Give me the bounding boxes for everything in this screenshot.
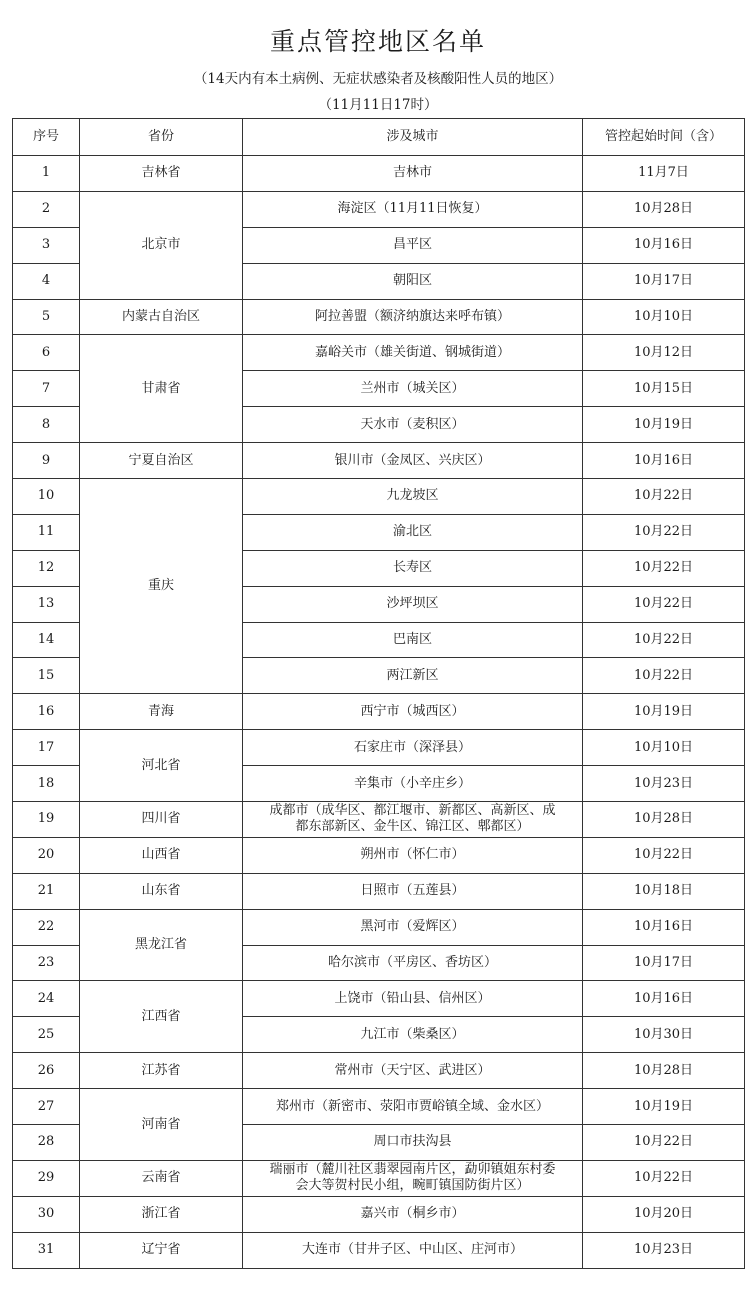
cell-province: 云南省: [80, 1160, 243, 1196]
cell-city: 西宁市（城西区）: [243, 694, 583, 730]
cell-province: 宁夏自治区: [80, 443, 243, 479]
cell-date: 10月18日: [583, 873, 745, 909]
cell-date: 10月19日: [583, 1089, 745, 1125]
cell-province: 内蒙古自治区: [80, 299, 243, 335]
cell-date: 10月22日: [583, 658, 745, 694]
cell-serial: 28: [13, 1125, 80, 1161]
cell-serial: 31: [13, 1232, 80, 1268]
table-row: [13, 1232, 745, 1268]
cell-province: 重庆: [80, 479, 243, 694]
cell-date: 11月7日: [583, 156, 745, 192]
cell-province: 江苏省: [80, 1053, 243, 1089]
cell-province: 江西省: [80, 981, 243, 1053]
cell-date: 10月30日: [583, 1017, 745, 1053]
table-row: [13, 443, 745, 479]
update-time: （11月11日17时）: [318, 97, 438, 113]
cell-serial: 13: [13, 586, 80, 622]
page-title: 重点管控地区名单: [269, 27, 486, 56]
cell-city: 嘉兴市（桐乡市）: [243, 1196, 583, 1232]
cell-city: 长寿区: [243, 550, 583, 586]
cell-city: 上饶市（铅山县、信州区）: [243, 981, 583, 1017]
cell-serial: 22: [13, 909, 80, 945]
cell-serial: 18: [13, 766, 80, 802]
cell-city: 朔州市（怀仁市）: [243, 837, 583, 873]
table-row: [13, 1089, 745, 1125]
cell-province: 黑龙江省: [80, 909, 243, 981]
header-serial: 序号: [13, 119, 80, 156]
cell-serial: 10: [13, 479, 80, 515]
cell-date: 10月28日: [583, 802, 745, 838]
cell-serial: 6: [13, 335, 80, 371]
cell-province: 北京市: [80, 191, 243, 299]
table-row: [13, 981, 745, 1017]
table-row: [13, 837, 745, 873]
cell-serial: 17: [13, 730, 80, 766]
cell-date: 10月16日: [583, 981, 745, 1017]
cell-date: 10月12日: [583, 335, 745, 371]
cell-serial: 5: [13, 299, 80, 335]
cell-date: 10月28日: [583, 1053, 745, 1089]
table-row: [13, 156, 745, 192]
cell-date: 10月17日: [583, 945, 745, 981]
cell-date: 10月10日: [583, 730, 745, 766]
cell-date: 10月23日: [583, 1232, 745, 1268]
cell-date: 10月22日: [583, 1160, 745, 1196]
control-area-table: [12, 118, 745, 1269]
cell-city: 周口市扶沟县: [243, 1125, 583, 1161]
cell-date: 10月19日: [583, 694, 745, 730]
table-row: [13, 191, 745, 227]
cell-city: 九龙坡区: [243, 479, 583, 515]
cell-date: 10月16日: [583, 227, 745, 263]
cell-city: 兰州市（城关区）: [243, 371, 583, 407]
cell-date: 10月22日: [583, 586, 745, 622]
cell-serial: 3: [13, 227, 80, 263]
table-row: [13, 299, 745, 335]
cell-city: 沙坪坝区: [243, 586, 583, 622]
cell-province: 河北省: [80, 730, 243, 802]
cell-city-line: 瑞丽市（麓川社区翡翠园南片区，勐卯镇姐东村委: [269, 1162, 556, 1178]
cell-city: 银川市（金凤区、兴庆区）: [243, 443, 583, 479]
cell-city: 吉林市: [243, 156, 583, 192]
cell-date: 10月16日: [583, 443, 745, 479]
cell-city-line: 成都市（成华区、都江堰市、新都区、高新区、成: [269, 803, 556, 819]
cell-province: 吉林省: [80, 156, 243, 192]
cell-serial: 29: [13, 1160, 80, 1196]
cell-province: 山东省: [80, 873, 243, 909]
header-start-date: 管控起始时间（含）: [583, 119, 745, 156]
cell-city-line: 都东部新区、金牛区、锦江区、郫都区）: [295, 819, 530, 835]
cell-province: 四川省: [80, 802, 243, 838]
cell-serial: 4: [13, 263, 80, 299]
header-city: 涉及城市: [243, 119, 583, 156]
cell-serial: 11: [13, 514, 80, 550]
cell-serial: 21: [13, 873, 80, 909]
cell-city: 辛集市（小辛庄乡）: [243, 766, 583, 802]
cell-province: 河南省: [80, 1089, 243, 1161]
table-row: [13, 802, 745, 838]
table-row: [13, 730, 745, 766]
page-subtitle: （14天内有本土病例、无症状感染者及核酸阳性人员的地区）: [193, 71, 563, 87]
cell-city: 昌平区: [243, 227, 583, 263]
cell-city: 哈尔滨市（平房区、香坊区）: [243, 945, 583, 981]
cell-date: 10月28日: [583, 191, 745, 227]
cell-serial: 27: [13, 1089, 80, 1125]
cell-date: 10月10日: [583, 299, 745, 335]
cell-city: 郑州市（新密市、荥阳市贾峪镇全域、金水区）: [243, 1089, 583, 1125]
cell-city-line: 会大等贺村民小组，畹町镇国防街片区）: [295, 1178, 530, 1194]
cell-serial: 8: [13, 407, 80, 443]
cell-serial: 7: [13, 371, 80, 407]
cell-province: 山西省: [80, 837, 243, 873]
cell-serial: 1: [13, 156, 80, 192]
cell-date: 10月23日: [583, 766, 745, 802]
cell-serial: 9: [13, 443, 80, 479]
cell-date: 10月22日: [583, 550, 745, 586]
cell-city: 黑河市（爱辉区）: [243, 909, 583, 945]
cell-serial: 24: [13, 981, 80, 1017]
cell-city: 阿拉善盟（额济纳旗达来呼布镇）: [243, 299, 583, 335]
cell-city: 巴南区: [243, 622, 583, 658]
cell-date: 10月22日: [583, 622, 745, 658]
cell-date: 10月22日: [583, 837, 745, 873]
table-row: [13, 694, 745, 730]
cell-province: 浙江省: [80, 1196, 243, 1232]
cell-city: 两江新区: [243, 658, 583, 694]
cell-city: 渝北区: [243, 514, 583, 550]
cell-province: 辽宁省: [80, 1232, 243, 1268]
cell-city: 日照市（五莲县）: [243, 873, 583, 909]
cell-serial: 25: [13, 1017, 80, 1053]
cell-city: 常州市（天宁区、武进区）: [243, 1053, 583, 1089]
cell-city: 天水市（麦积区）: [243, 407, 583, 443]
cell-serial: 15: [13, 658, 80, 694]
table-row: [13, 909, 745, 945]
cell-date: 10月15日: [583, 371, 745, 407]
cell-serial: 19: [13, 802, 80, 838]
cell-city: 朝阳区: [243, 263, 583, 299]
cell-city: 九江市（柴桑区）: [243, 1017, 583, 1053]
cell-province: 甘肃省: [80, 335, 243, 443]
table-row: [13, 479, 745, 515]
cell-date: 10月16日: [583, 909, 745, 945]
table-row: [13, 1160, 745, 1196]
cell-city: 海淀区（11月11日恢复）: [243, 191, 583, 227]
cell-city: 嘉峪关市（雄关街道、钢城街道）: [243, 335, 583, 371]
table-row: [13, 1196, 745, 1232]
cell-date: 10月20日: [583, 1196, 745, 1232]
cell-serial: 16: [13, 694, 80, 730]
cell-province: 青海: [80, 694, 243, 730]
cell-city: [243, 1160, 583, 1196]
cell-serial: 20: [13, 837, 80, 873]
table-row: [13, 1053, 745, 1089]
cell-serial: 14: [13, 622, 80, 658]
cell-serial: 12: [13, 550, 80, 586]
cell-serial: 26: [13, 1053, 80, 1089]
cell-city: 石家庄市（深泽县）: [243, 730, 583, 766]
cell-date: 10月22日: [583, 514, 745, 550]
table-row: [13, 873, 745, 909]
cell-date: 10月22日: [583, 479, 745, 515]
cell-serial: 2: [13, 191, 80, 227]
cell-serial: 23: [13, 945, 80, 981]
cell-date: 10月19日: [583, 407, 745, 443]
cell-serial: 30: [13, 1196, 80, 1232]
table-row: [13, 335, 745, 371]
cell-city: 大连市（甘井子区、中山区、庄河市）: [243, 1232, 583, 1268]
table-header-row: [13, 119, 745, 156]
cell-date: 10月17日: [583, 263, 745, 299]
cell-date: 10月22日: [583, 1125, 745, 1161]
header-province: 省份: [80, 119, 243, 156]
cell-city: [243, 802, 583, 838]
